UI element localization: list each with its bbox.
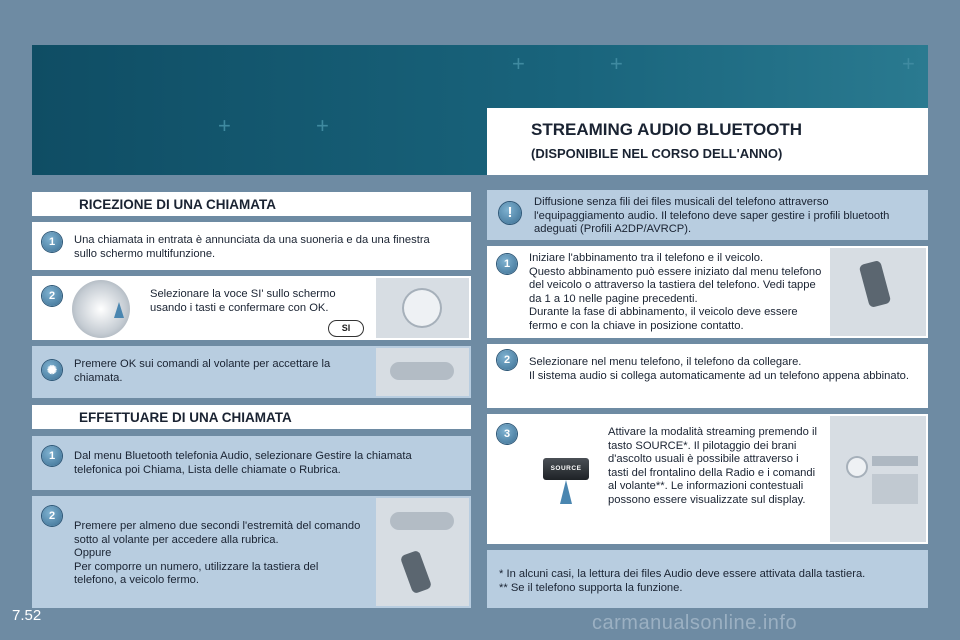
step-text: Selezionare la voce SI' sullo schermo usando i tasti e confermare con OK. xyxy=(150,288,336,314)
receive-step-2-card xyxy=(32,276,471,340)
streaming-step-3-card xyxy=(487,414,928,544)
source-button: SOURCE xyxy=(543,458,589,480)
streaming-warning-card xyxy=(487,190,928,240)
step-text: Iniziare l'abbinamento tra il telefono e il veicolo. xyxy=(529,252,764,264)
footnote: * In alcuni casi, la lettura dei files Audio deve essere attivata dalla tastiera. xyxy=(499,568,866,580)
step-text: Per comporre un numero, utilizzare la tastiera del telefono, a veicolo fermo. xyxy=(74,560,319,586)
steering-stalk-photo xyxy=(376,348,469,396)
step-badge: 2 xyxy=(42,506,62,526)
section-title: EFFETTUARE DI UNA CHIAMATA xyxy=(79,410,292,425)
footnotes-card xyxy=(487,550,928,608)
radio-panel-photo xyxy=(376,278,469,338)
step-text: Premere per almeno due secondi l'estremità del comando sotto al volante per accedere alla rubrica. xyxy=(74,520,361,546)
radio-faceplate-photo xyxy=(830,416,926,542)
radio-buttons-icon xyxy=(872,456,918,466)
section-title: RICEZIONE DI UNA CHIAMATA xyxy=(79,197,276,212)
step-text-block xyxy=(74,520,364,588)
step-badge: 2 xyxy=(42,286,62,306)
section-header-receive xyxy=(32,192,471,216)
section-header-make xyxy=(32,405,471,429)
plus-decoration: + xyxy=(610,51,623,76)
receive-tip-card xyxy=(32,346,471,398)
step-text: Selezionare nel menu telefono, il telefono da collegare. xyxy=(529,356,802,368)
ok-knob-icon xyxy=(404,290,440,326)
step-text: Una chiamata in entrata è annunciata da una suoneria e da una finestra sullo schermo multifunzione. xyxy=(74,234,430,260)
receive-step-1-card xyxy=(32,222,471,270)
warning-icon: ! xyxy=(499,202,521,224)
step-text: Oppure xyxy=(74,547,112,559)
step-text: Questo abbinamento può essere iniziato dal menu telefono del veicolo o attraverso la tastiera del telefono. Vedi tappe da 1 a 10 nelle pagine precedenti. xyxy=(529,265,822,305)
step-text: Durante la fase di abbinamento, il veicolo deve essere fermo e con la chiave in posizione contatto. xyxy=(529,306,798,332)
streaming-step-2-card xyxy=(487,344,928,408)
plus-decoration: + xyxy=(512,51,525,76)
phone-icon xyxy=(400,550,432,594)
step-badge: 1 xyxy=(42,232,62,252)
step-badge: 3 xyxy=(497,424,517,444)
plus-decoration: + xyxy=(902,51,915,76)
plus-decoration: + xyxy=(218,113,231,138)
step-text: Dal menu Bluetooth telefonia Audio, selezionare Gestire la chiamata telefonica poi Chiama, Lista delle chiamate o Rubrica. xyxy=(74,450,412,476)
steering-tip-icon: ✺ xyxy=(42,360,62,380)
si-button: SI xyxy=(328,320,364,337)
radio-knob-icon xyxy=(848,458,866,476)
stalk-icon xyxy=(390,362,454,380)
title-panel xyxy=(487,108,928,175)
tip-text: Premere OK sui comandi al volante per accettare la chiamata. xyxy=(74,358,331,384)
make-step-1-card xyxy=(32,436,471,490)
phone-icon xyxy=(859,260,892,308)
plus-decoration: + xyxy=(316,113,329,138)
footnotes xyxy=(499,568,924,595)
page-title: STREAMING AUDIO BLUETOOTH xyxy=(531,120,803,139)
step-text: Attivare la modalità streaming premendo il tasto SOURCE*. Il pilotaggio dei brani d'ascolto usuali è possibile attraverso i tasti del frontalino della Radio e i comandi al volante**. Le informazioni contestuali possono essere visualizzate sul display. xyxy=(608,426,817,506)
stalk-and-phone-photo xyxy=(376,498,469,606)
page-number: 7.52 xyxy=(12,607,42,624)
phone-in-hand-photo xyxy=(830,248,926,336)
step-text: Il sistema audio si collega automaticamente ad un telefono appena abbinato. xyxy=(529,369,910,382)
footnote: ** Se il telefono supporta la funzione. xyxy=(499,581,683,594)
warning-text: Diffusione senza fili dei files musicali del telefono attraverso l'equipaggiamento audio. Il telefono deve saper gestire i profili bluetooth adeguati (Profili A2DP/AVRCP). xyxy=(534,196,890,235)
step-text-block xyxy=(529,356,914,383)
step-text-block xyxy=(529,252,825,333)
make-step-2-card xyxy=(32,496,471,608)
step-badge: 1 xyxy=(497,254,517,274)
watermark: carmanualsonline.info xyxy=(592,612,798,634)
step-badge: 1 xyxy=(42,446,62,466)
stalk-icon xyxy=(390,512,454,530)
streaming-step-1-card xyxy=(487,246,928,338)
radio-keypad-icon xyxy=(872,474,918,504)
arrow-up-icon xyxy=(114,302,124,318)
page-subtitle: (DISPONIBILE NEL CORSO DELL'ANNO) xyxy=(531,146,783,161)
arrow-up-icon xyxy=(560,480,572,504)
step-badge: 2 xyxy=(497,350,517,370)
